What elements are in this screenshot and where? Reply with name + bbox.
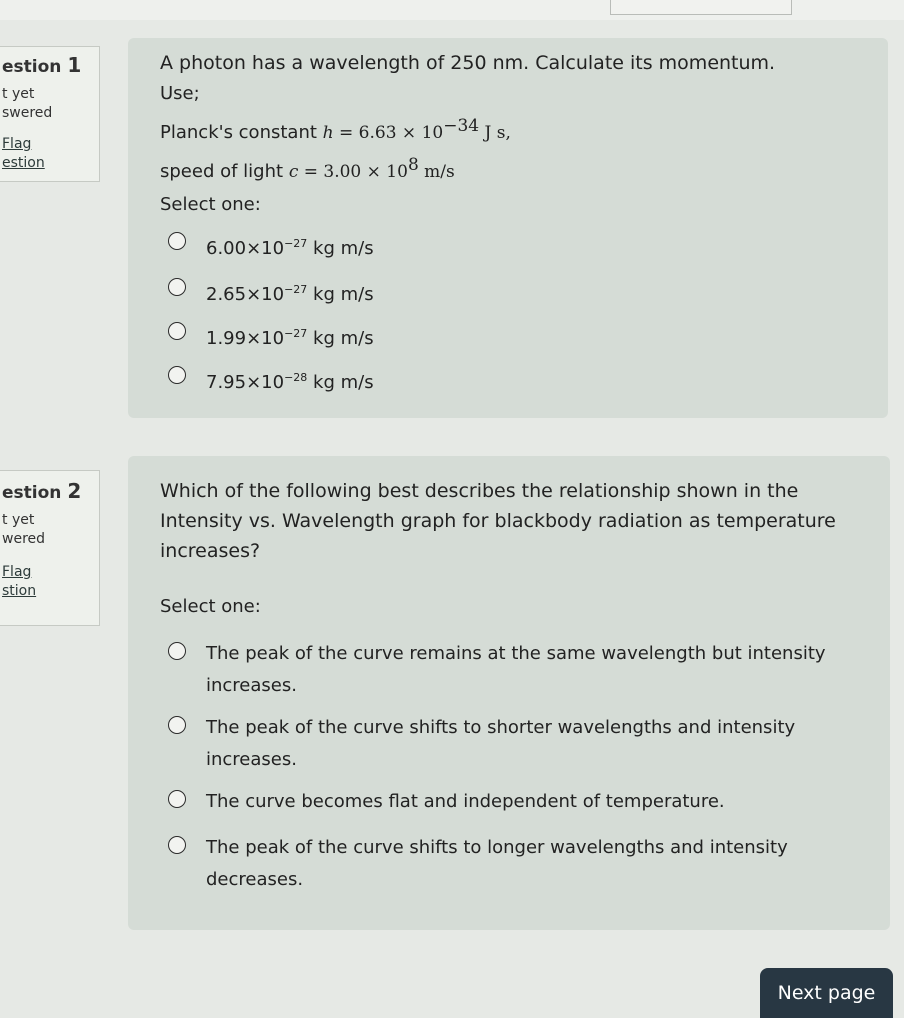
speed-of-light: speed of light $c = 3.00 \times 10^8$ m/s: [160, 155, 455, 182]
radio-button[interactable]: [168, 278, 186, 296]
radio-button[interactable]: [168, 366, 186, 384]
planck-constant: Planck's constant $h = 6.63 \times 10^{-34}$ J s,: [160, 116, 511, 143]
radio-button[interactable]: [168, 836, 186, 854]
question-2-option-a[interactable]: The peak of the curve remains at the same wavelength but intensity increases.: [168, 638, 826, 702]
edit-question-2-link[interactable]: stion: [2, 583, 37, 599]
question-1-option-c[interactable]: $1.99\times 10^{-27}$ kg m/s: [168, 318, 374, 355]
question-1-option-b[interactable]: $2.65\times 10^{-27}$ kg m/s: [168, 274, 374, 311]
radio-button[interactable]: [168, 322, 186, 340]
flag-question-1-link[interactable]: Flag: [2, 136, 32, 152]
radio-button[interactable]: [168, 232, 186, 250]
question-1-status: t yet: [2, 86, 35, 102]
radio-button[interactable]: [168, 642, 186, 660]
next-page-button[interactable]: Next page: [760, 968, 893, 1018]
edit-question-1-link[interactable]: estion: [2, 155, 45, 171]
use-label: Use;: [160, 83, 200, 104]
flag-question-2-link[interactable]: Flag: [2, 564, 32, 580]
question-1-answered: swered: [2, 105, 53, 121]
question-1-number: estion 1: [2, 53, 82, 77]
question-2-answered: wered: [2, 531, 46, 547]
question-1-select-label: Select one:: [160, 194, 261, 215]
top-box: [610, 0, 792, 15]
radio-button[interactable]: [168, 790, 186, 808]
question-2-option-c[interactable]: The curve becomes flat and independent of temperature.: [168, 786, 725, 818]
question-2-select-label: Select one:: [160, 596, 261, 617]
question-2-option-b[interactable]: The peak of the curve shifts to shorter wavelengths and intensity increases.: [168, 712, 795, 776]
question-1-given: [160, 78, 511, 188]
question-1-option-a[interactable]: $6.00\times 10^{-27}$ kg m/s: [168, 228, 374, 265]
question-2-number: estion 2: [2, 479, 82, 503]
question-1-option-d[interactable]: $7.95\times 10^{-28}$ kg m/s: [168, 362, 374, 399]
question-1-info: [0, 46, 100, 182]
radio-button[interactable]: [168, 716, 186, 734]
question-1-text: A photon has a wavelength of 250 nm. Calculate its momentum.: [160, 52, 776, 74]
question-2-status: t yet: [2, 512, 35, 528]
question-2-info: [0, 470, 100, 626]
question-2-text: Which of the following best describes the relationship shown in the Intensity vs. Wavelength graph for blackbody radiation as temperature increases?: [160, 480, 836, 562]
question-2-option-d[interactable]: The peak of the curve shifts to longer wavelengths and intensity decreases.: [168, 832, 788, 896]
